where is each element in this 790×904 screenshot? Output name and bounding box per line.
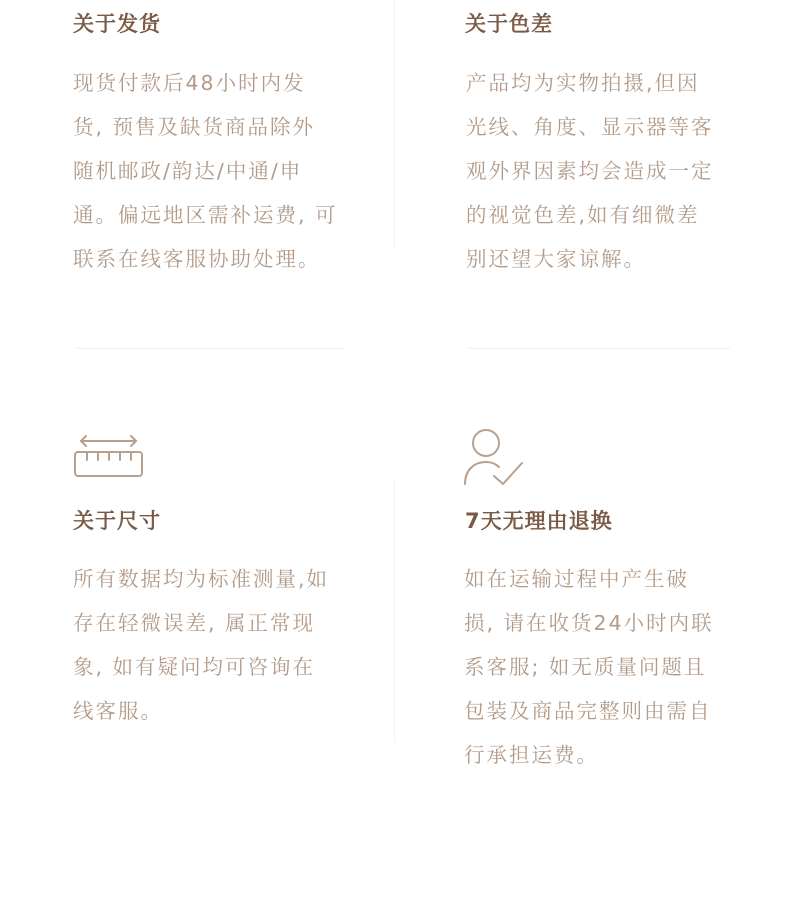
color-difference-title: 关于色差 bbox=[465, 12, 553, 36]
shipping-line: 现货付款后48小时内发 bbox=[73, 71, 306, 95]
size-line: 所有数据均为标准测量,如 bbox=[73, 567, 330, 591]
size-description bbox=[73, 557, 329, 733]
size-title: 关于尺寸 bbox=[73, 509, 161, 533]
returns-line: 系客服; 如无质量问题且 bbox=[464, 655, 707, 679]
color-difference-line: 别还望大家谅解。 bbox=[466, 247, 646, 271]
shipping-line: 随机邮政/韵达/中通/申 bbox=[73, 159, 303, 183]
user-check-icon bbox=[462, 426, 526, 492]
color-difference-description bbox=[466, 61, 714, 281]
returns-line: 如在运输过程中产生破 bbox=[464, 567, 689, 591]
column-divider-bottom bbox=[394, 480, 395, 742]
shipping-description bbox=[73, 61, 338, 281]
shipping-line: 货, 预售及缺货商品除外 bbox=[73, 115, 316, 139]
shipping-line: 通。偏远地区需补运费, 可 bbox=[73, 203, 338, 227]
size-line: 象, 如有疑问均可咨询在 bbox=[73, 655, 316, 679]
row-divider-left bbox=[76, 348, 344, 349]
size-line: 线客服。 bbox=[73, 699, 163, 723]
size-line: 存在轻微误差, 属正常现 bbox=[73, 611, 316, 635]
shipping-title: 关于发货 bbox=[73, 12, 161, 36]
column-divider-top bbox=[394, 0, 395, 248]
returns-line: 损, 请在收货24小时内联 bbox=[464, 611, 714, 635]
ruler-icon bbox=[73, 433, 145, 483]
returns-description bbox=[464, 557, 714, 777]
returns-line: 包装及商品完整则由需自 bbox=[464, 699, 712, 723]
color-difference-line: 产品均为实物拍摄,但因 bbox=[466, 71, 700, 95]
shipping-line: 联系在线客服协助处理。 bbox=[73, 247, 321, 271]
row-divider-right bbox=[468, 348, 730, 349]
color-difference-line: 的视觉色差,如有细微差 bbox=[466, 203, 700, 227]
color-difference-line: 观外界因素均会造成一定 bbox=[466, 159, 714, 183]
color-difference-line: 光线、角度、显示器等客 bbox=[466, 115, 714, 139]
returns-title: 7天无理由退换 bbox=[465, 509, 613, 533]
returns-line: 行承担运费。 bbox=[464, 743, 599, 767]
